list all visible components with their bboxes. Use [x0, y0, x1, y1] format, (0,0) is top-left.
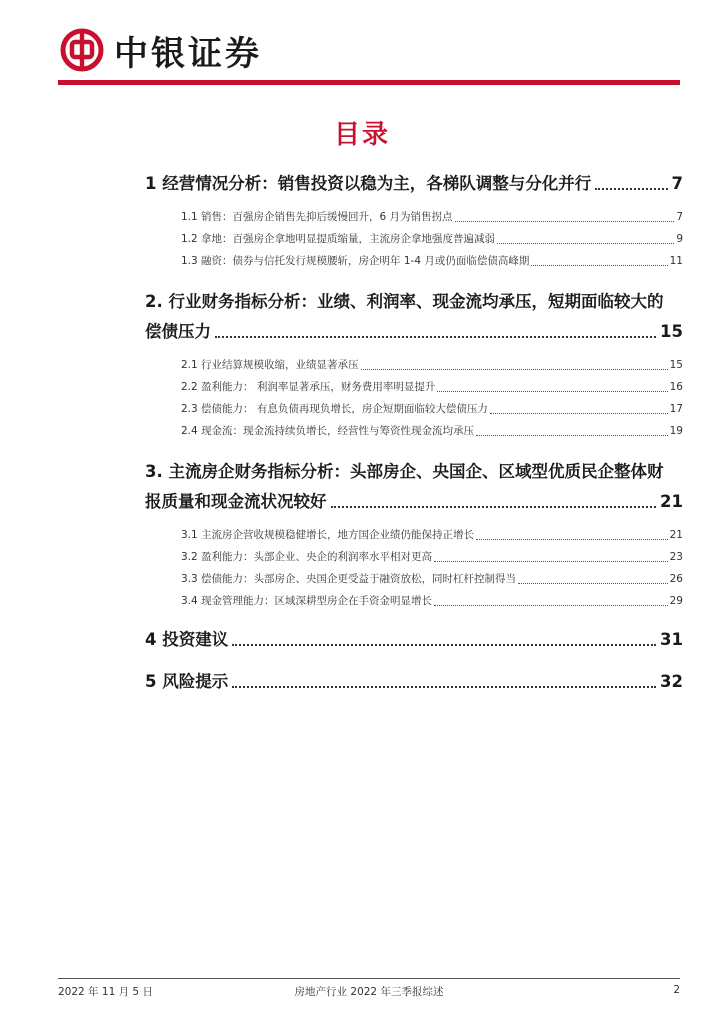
dot-leader [434, 605, 668, 606]
toc-entry-level2[interactable] [181, 568, 683, 590]
toc-entry-title: 1 经营情况分析：销售投资以稳为主，各梯队调整与分化并行 [145, 174, 592, 193]
toc-title: 目录 [333, 120, 390, 150]
toc-entry-title-line2: 报质量和现金流状况较好 [145, 492, 327, 511]
toc-subentries [181, 354, 683, 442]
dot-leader [476, 435, 668, 436]
toc-entry-level2[interactable] [181, 546, 683, 568]
toc-entry-title: 3.1 主流房企营收规模稳健增长，地方国企业绩仍能保持正增长 [181, 529, 475, 541]
toc-section-4 [145, 626, 683, 654]
toc-page-number: 32 [660, 672, 683, 691]
dot-leader [490, 413, 668, 414]
toc-section-3 [145, 456, 683, 612]
toc-page-number: 15 [660, 322, 683, 341]
dot-leader [232, 686, 656, 688]
dot-leader [455, 221, 675, 222]
toc-entry-level1[interactable] [145, 456, 683, 516]
toc-page-number: 11 [669, 255, 683, 267]
toc-page-number: 9 [676, 233, 683, 245]
toc-page-number: 7 [676, 211, 683, 223]
toc-entry-level2[interactable] [181, 250, 683, 272]
dot-leader [497, 243, 674, 244]
toc-subentries [181, 206, 683, 272]
footer-report-title: 房地产行业 2022 年三季报综述 [294, 986, 444, 998]
toc-subentries [181, 524, 683, 612]
toc-page-number: 21 [669, 529, 683, 541]
toc-entry-title: 3.3 偿债能力：头部房企、央国企更受益于融资放松，同时杠杆控制得当 [181, 573, 517, 585]
toc-entry-title: 3.2 盈利能力：头部企业、央企的利润率水平相对更高 [181, 551, 433, 563]
footer-page-number: 2 [673, 984, 680, 996]
toc-entry-title-line1: 3. 主流房企财务指标分析：头部房企、央国企、区域型优质民企整体财 [145, 462, 664, 481]
toc-entry-title: 1.1 销售：百强房企销售先抑后缓慢回升，6 月为销售拐点 [181, 211, 453, 223]
dot-leader [232, 644, 656, 646]
dot-leader [215, 336, 656, 338]
toc-entry-level2[interactable] [181, 376, 683, 398]
dot-leader [361, 369, 668, 370]
toc-page-number: 26 [669, 573, 683, 585]
toc-entry-title: 2.3 偿债能力： 有息负债再现负增长，房企短期面临较大偿债压力 [181, 403, 488, 415]
toc-entry-title: 2.2 盈利能力： 利润率显著承压，财务费用率明显提升 [181, 381, 436, 393]
toc-entry-title-line2: 偿债压力 [145, 322, 211, 341]
footer-divider [58, 978, 680, 979]
toc-page-number: 21 [660, 492, 683, 511]
toc-page-number: 17 [669, 403, 683, 415]
toc-section-5 [145, 668, 683, 696]
toc-page-number: 15 [669, 359, 683, 371]
dot-leader [476, 539, 668, 540]
toc-entry-level2[interactable] [181, 590, 683, 612]
toc-page-number: 23 [669, 551, 683, 563]
table-of-contents [145, 170, 683, 710]
toc-entry-level1[interactable] [145, 286, 683, 346]
toc-section-2 [145, 286, 683, 442]
toc-entry-level1[interactable] [145, 668, 683, 696]
toc-page-number: 29 [669, 595, 683, 607]
footer-date: 2022 年 11 月 5 日 [58, 986, 153, 998]
bank-of-china-logo-icon [60, 28, 104, 72]
toc-entry-title: 4 投资建议 [145, 630, 229, 649]
toc-entry-title: 2.4 现金流：现金流持续负增长，经营性与筹资性现金流均承压 [181, 425, 475, 437]
toc-entry-level2[interactable] [181, 228, 683, 250]
toc-entry-level2[interactable] [181, 524, 683, 546]
toc-entry-level1[interactable] [145, 626, 683, 654]
dot-leader [437, 391, 667, 392]
brand-name: 中银证券 [114, 33, 262, 74]
toc-entry-title: 2.1 行业结算规模收缩，业绩显著承压 [181, 359, 359, 371]
dot-leader [518, 583, 668, 584]
dot-leader [434, 561, 668, 562]
toc-entry-level2[interactable] [181, 354, 683, 376]
toc-section-1 [145, 170, 683, 272]
toc-entry-title: 5 风险提示 [145, 672, 229, 691]
toc-page-number: 7 [671, 174, 683, 193]
toc-entry-title: 1.2 拿地：百强房企拿地明显提质缩量，主流房企拿地强度普遍减弱 [181, 233, 496, 245]
page-footer [58, 984, 680, 1002]
dot-leader [595, 188, 667, 190]
toc-entry-level2[interactable] [181, 398, 683, 420]
dot-leader [331, 506, 657, 508]
toc-entry-level2[interactable] [181, 420, 683, 442]
toc-entry-level1[interactable] [145, 170, 683, 198]
toc-page-number: 31 [660, 630, 683, 649]
toc-entry-title: 3.4 现金管理能力：区域深耕型房企在手资金明显增长 [181, 595, 433, 607]
toc-entry-level2[interactable] [181, 206, 683, 228]
report-header [60, 24, 262, 76]
dot-leader [531, 265, 667, 266]
toc-page-number: 16 [669, 381, 683, 393]
toc-entry-title-line1: 2. 行业财务指标分析：业绩、利润率、现金流均承压，短期面临较大的 [145, 292, 664, 311]
toc-entry-title: 1.3 融资：债券与信托发行规模腰斩，房企明年 1-4 月或仍面临偿债高峰期 [181, 255, 530, 267]
toc-page-number: 19 [669, 425, 683, 437]
header-divider [58, 80, 680, 85]
